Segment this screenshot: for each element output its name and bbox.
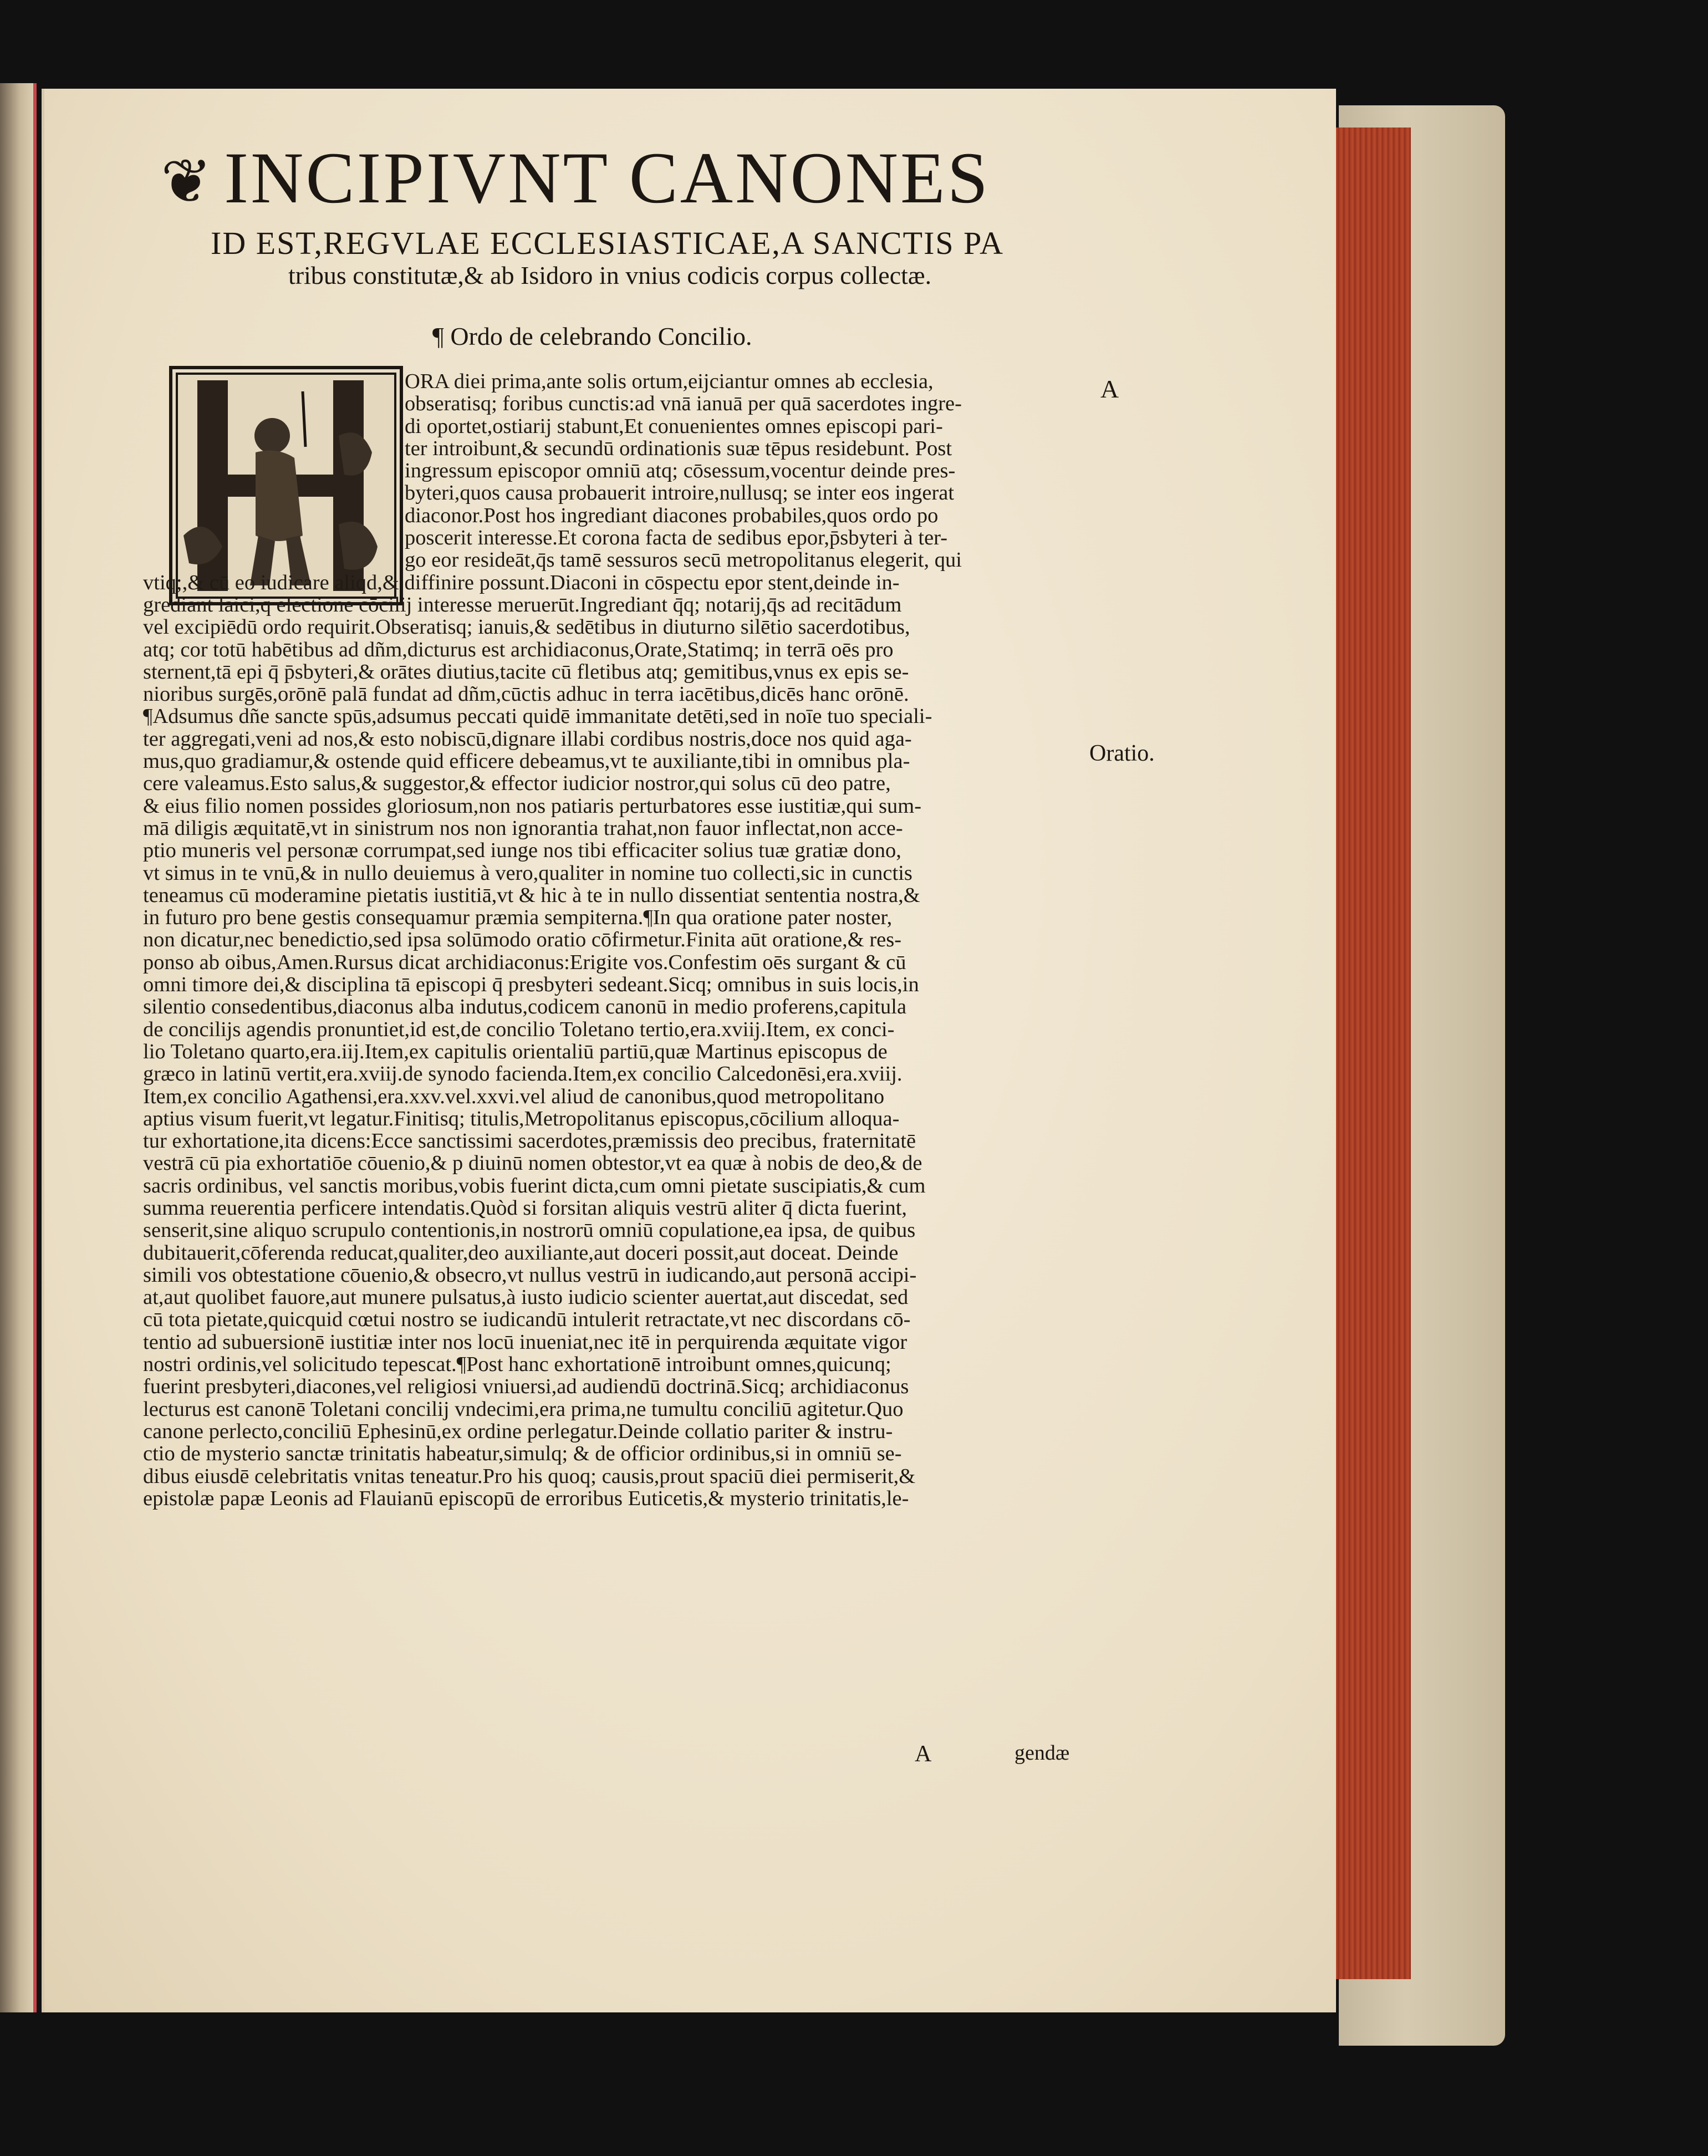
text-line: vestrā cū pia exhortatiōe cōuenio,& p diuinū nomen obtestor,vt ea quæ à nobis de deo,& de — [143, 1152, 922, 1175]
text-line: mus,quo gradiamur,& ostende quid efficere debeamus,vt te auxiliante,tibi in omnibus pla- — [143, 750, 910, 773]
text-line: vtiq;,& cū eo iudicare aliqd,& diffinire possunt.Diaconi in cōspectu epor stent,deinde in- — [143, 571, 900, 594]
text-line: summa reuerentia perficere intendatis.Quòd si forsitan aliquis vestrū aliter q̄ dicta fuerint, — [143, 1196, 907, 1220]
text-line: lio Toletano quarto,era.iij.Item,ex capitulis orientaliū partiū,quæ Martinus episcopus de — [143, 1040, 888, 1063]
signature-mark: A — [915, 1741, 932, 1767]
text-line: canone perlecto,conciliū Ephesinū,ex ordine perlegatur.Deinde collatio pariter & instru- — [143, 1420, 893, 1443]
text-line: sternent,tā epi q̄ p̄sbyteri,& orātes diutius,tacite cū fletibus atq; gemitibus,vnus ex epis se- — [143, 660, 909, 684]
page-subheading-line2: tribus constitutæ,& ab Isidoro in vnius codicis corpus collectæ. — [288, 261, 932, 289]
text-line: go eor resideāt,q̄s tamē sessuros secū metropolitanus elegerit, qui — [405, 549, 962, 572]
text-line: tur exhortatione,ita dicens:Ecce sanctissimi sacerdotes,præmissis deo precibus, fraternitatē — [143, 1130, 916, 1153]
text-line: ponso ab oibus,Amen.Rursus dicat archidiaconus:Erigite vos.Confestim oēs surgant & cū — [143, 951, 906, 974]
heading-title: INCIPIVNT CANONES — [224, 137, 991, 218]
text-line: fuerint presbyteri,diacones,vel religiosi vniuersi,ad audiendū doctrinā.Sicq; archidiaconus — [143, 1375, 909, 1398]
text-line: at,aut quolibet fauore,aut munere pulsatus,à iusto iudicio scienter auertat,aut discedat, sed — [143, 1286, 909, 1309]
text-line: teneamus cū moderamine pietatis iustitiā,vt & hic à te in nullo dissentiat sententia nostra,& — [143, 884, 920, 907]
text-line — [143, 1510, 1081, 1532]
text-line: diaconor.Post hos ingrediant diacones probabiles,quos ordo po — [405, 504, 939, 527]
flourish-ornament-icon: ❦ — [161, 148, 215, 216]
text-line: sacris ordinibus, vel sanctis moribus,vobis fuerint dicta,cum omni pietate suscipiatis,& cum — [143, 1174, 926, 1197]
text-line: ter aggregati,veni ad nos,& esto nobiscū,dignare illabi cordibus nostris,doce nos quid aga- — [143, 727, 912, 751]
page-heading — [161, 137, 1103, 218]
text-line: dibus eiusdē celebritatis vnitas teneatur.Pro his quoq; causis,prout spaciū diei permiserit,& — [143, 1465, 916, 1487]
text-line: byteri,quos causa probauerit introire,nullusq; se inter eos ingerat — [405, 482, 955, 504]
text-line: vt simus in te vnū,& in nullo deuiemus à vero,qualiter in nomine tuo collecti,sic in cunctis — [143, 862, 912, 884]
section-title: ¶ Ordo de celebrando Concilio. — [432, 322, 752, 350]
text-line: ter introibunt,& secundū ordinationis suæ tēpus residebunt. Post — [405, 437, 952, 460]
text-line: græco in latinū vertit,era.xviij.de synodo facienda.Item,ex concilio Calcedonēsi,era.xviij. — [143, 1063, 903, 1085]
text-line: di oportet,ostiarij stabunt,Et conuenientes omnes episcopi pari- — [405, 415, 943, 437]
text-line: non dicatur,nec benedictio,sed ipsa solūmodo oratio cōfirmetur.Finita aūt oratione,& res- — [143, 929, 902, 951]
text-line: cū tota pietate,quicquid cœtui nostro se iudicandū intulerit retractate,vt nec discordans cō- — [143, 1308, 911, 1331]
body-text — [143, 370, 1081, 1532]
text-line: ingressum episcopor omniū atq; cōsessum,vocentur deinde pres- — [405, 460, 956, 482]
text-line: nioribus surgēs,orōnē palā fundat ad dñm,cūctis adhuc in terra iacētibus,dicēs hanc orōnē. — [143, 683, 909, 706]
text-line: ¶Adsumus dñe sancte spūs,adsumus peccati quidē immanitate detēti,sed in noīe tuo speciali- — [143, 705, 932, 728]
text-line: nostri ordinis,vel solicitudo tepescat.¶Post hanc exhortationē introibunt omnes,quicunq; — [143, 1353, 891, 1376]
text-line: simili vos obtestatione cōuenio,& obsecro,vt nullus vestrū in iudicando,aut personā accipi- — [143, 1263, 917, 1287]
text-line: Item,ex concilio Agathensi,era.xxv.vel.xxvi.vel aliud de canonibus,quod metropolitano — [143, 1085, 885, 1108]
text-line: poscerit interesse.Et corona facta de sedibus epor,p̄sbyteri à ter- — [405, 527, 948, 549]
text-line: in futuro pro bene gestis consequamur præmia sempiterna.¶In qua oratione pater noster, — [143, 906, 893, 929]
text-line: cere valeamus.Esto salus,& suggestor,& effector iudicior nostror,qui solus cū deo patre, — [143, 772, 891, 795]
text-line: senserit,sine aliquo scrupulo contentionis,in nostrorū omniū copulatione,ea ipsa, de quibus — [143, 1219, 916, 1242]
text-line: tentio ad subuersionē iustitiæ inter nos locū inueniat,nec itē in perquirenda æquitate vigor — [143, 1331, 907, 1354]
text-line: silentio consedentibus,diaconus alba indutus,codicem canonū in medio proferens,capitula — [143, 996, 907, 1018]
text-line: obseratisq; foribus cunctis:ad vnā ianuā per quā sacerdotes ingre- — [405, 393, 962, 415]
text-line: grediant laici,q electione cōcilij interesse meruerūt.Ingrediant q̄q; notarij,q̄s ad recitādum — [143, 593, 902, 616]
text-line: ctio de mysterio sanctæ trinitatis habeatur,simulq; & de officior ordinibus,si in omniū se- — [143, 1443, 902, 1465]
catchword: gendæ — [1014, 1741, 1070, 1765]
margin-note-oratio: Oratio. — [1089, 741, 1155, 766]
text-line: & eius filio nomen possides gloriosum,non nos patiaris perturbatores esse iustitiæ,qui sum- — [143, 794, 922, 817]
text-line: epistolæ papæ Leonis ad Flauianū episcopū de erroribus Euticetis,& mysterio trinitatis,le- — [143, 1487, 909, 1510]
text-line: lecturus est canonē Toletani concilij vndecimi,era prima,ne tumultu conciliū agitetur.Quo — [143, 1398, 904, 1420]
red-page-edges — [1333, 128, 1411, 1979]
text-line: dubitauerit,cōferenda reducat,qualiter,deo auxiliante,aut doceri possit,aut doceat. Deinde — [143, 1241, 899, 1264]
text-line: mā diligis æquitatē,vt in sinistrum nos non ignorantia trahat,non fauor inflectat,non acce- — [143, 817, 903, 840]
text-line: de concilijs agendis pronuntiet,id est,de concilio Toletano tertio,era.xviij.Item, ex conci- — [143, 1018, 895, 1041]
text-line: omni timore dei,& disciplina tā episcopi q̄ presbyteri sedeant.Sicq; omnibus in suis locis,in — [143, 973, 919, 996]
text-line: ptio muneris vel personæ corrumpat,sed iunge nos tibi efficaciter solius tuæ gratiæ dono, — [143, 839, 901, 862]
text-line: vel excipiēdū ordo requirit.Obseratisq; ianuis,& sedētibus in diuturno silētio sacerdotibus, — [143, 616, 910, 639]
margin-letter-a: A — [1100, 375, 1119, 403]
left-page-edge — [0, 83, 37, 2012]
text-line: atq; cor totū habētibus ad dñm,dicturus est archidiaconus,Orate,Statimq; in terrā oēs pro — [143, 638, 894, 661]
text-line: ORA diei prima,ante solis ortum,eijciantur omnes ab ecclesia, — [405, 370, 934, 393]
text-line: aptius visum fuerit,vt legatur.Finitisq; titulis,Metropolitanus episcopus,cōcilium alloqua- — [143, 1107, 900, 1130]
page-subheading: ID EST,REGVLAE ECCLESIASTICAE,A SANCTIS PA — [211, 225, 1004, 261]
